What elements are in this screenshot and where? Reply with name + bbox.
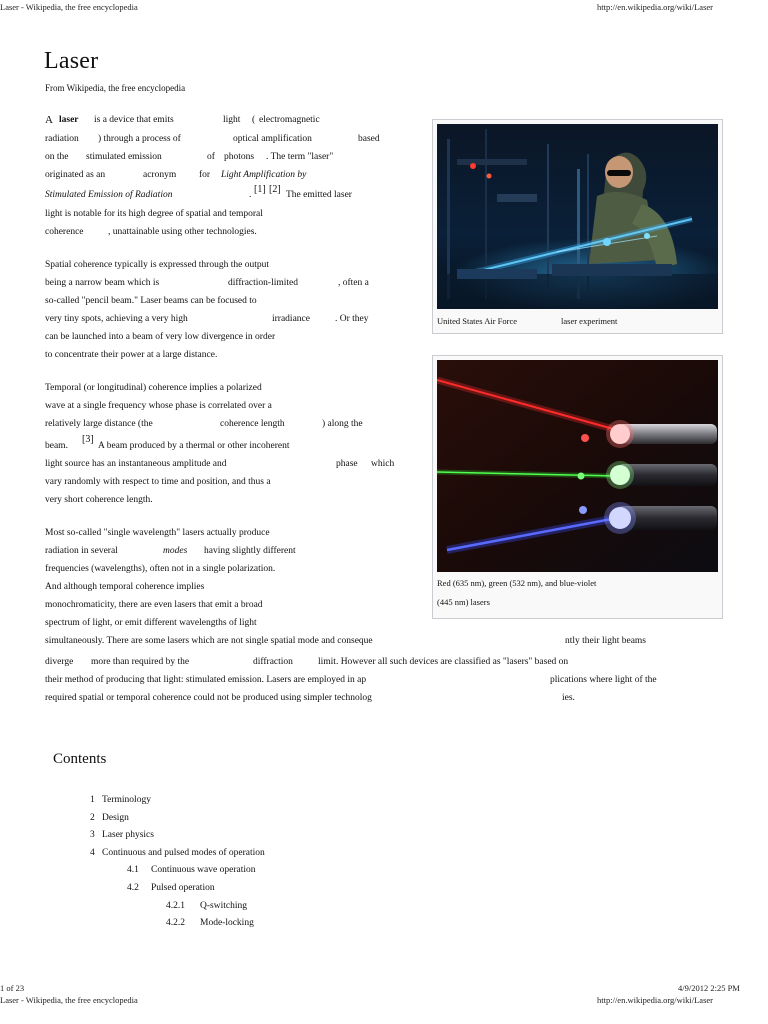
text: required spatial or temporal coherence could not be produced using simpler technolog	[45, 693, 372, 703]
print-header-title: Laser - Wikipedia, the free encyclopedia	[0, 995, 138, 1005]
link-diffraction[interactable]: diffraction	[253, 657, 293, 667]
text: their method of producing that light: stimulated emission. Lasers are employed in ap	[45, 675, 367, 685]
toc-link-laser-physics[interactable]: Laser physics	[102, 830, 154, 840]
figure-laser-pointers	[432, 355, 723, 619]
toc-number: 4.2.1	[166, 901, 185, 911]
text: ) along the	[322, 419, 363, 429]
acronym-expansion: Stimulated Emission of Radiation	[45, 190, 173, 200]
link-diverge[interactable]: diverge	[45, 657, 74, 667]
laser-experiment-photo[interactable]	[437, 124, 718, 309]
toc-link-mode-locking[interactable]: Mode-locking	[200, 918, 254, 928]
caption-line2: (445 nm) lasers	[437, 597, 490, 607]
link-diffraction-limited[interactable]: diffraction-limited	[228, 278, 298, 288]
caption-line1: Red (635 nm), green (532 nm), and blue-violet	[437, 578, 597, 588]
text: A beam produced by a thermal or other incoherent	[98, 441, 290, 451]
toc-link-terminology[interactable]: Terminology	[102, 795, 151, 805]
link-stimulated-emission[interactable]: stimulated emission	[86, 152, 162, 162]
text: Spatial coherence typically is expressed through the output	[45, 260, 269, 270]
text: plications where light of the	[550, 675, 657, 685]
link-coherence-length[interactable]: coherence length	[220, 419, 285, 429]
text: on the	[45, 152, 69, 162]
text: Most so-called "single wavelength" lasers actually produce	[45, 528, 270, 538]
text: wave at a single frequency whose phase is correlated over a	[45, 401, 272, 411]
text: ntly their light beams	[565, 636, 647, 646]
toc-link-pulsed-operation[interactable]: Pulsed operation	[151, 883, 215, 893]
text: of	[207, 152, 215, 162]
text: can be launched into a beam of very low divergence in order	[45, 332, 276, 342]
text: And although temporal coherence implies	[45, 582, 205, 592]
link-modes[interactable]: modes	[163, 546, 188, 556]
text: so-called "pencil beam." Laser beams can be focused to	[45, 296, 257, 306]
print-header-title: Laser - Wikipedia, the free encyclopedia	[0, 2, 138, 12]
toc-link-q-switching[interactable]: Q-switching	[200, 901, 247, 911]
acronym-expansion: Light Amplification by	[221, 170, 307, 180]
citation-3[interactable]: [3]	[82, 434, 94, 445]
print-datetime: 4/9/2012 2:25 PM	[678, 983, 740, 993]
print-header-url[interactable]: http://en.wikipedia.org/wiki/Laser	[597, 995, 713, 1005]
contents-heading: Contents	[53, 751, 107, 767]
caption-text: laser experiment	[561, 316, 618, 326]
text: , unattainable using other technologies.	[108, 227, 257, 237]
text: ) through a process of	[98, 134, 181, 144]
figure-air-force	[432, 119, 723, 334]
caption-link-usaf[interactable]: United States Air Force	[437, 316, 518, 326]
link-acronym[interactable]: acronym	[143, 170, 177, 180]
page-tagline: From Wikipedia, the free encyclopedia	[45, 83, 186, 93]
text: . Or they	[335, 314, 369, 324]
link-phase[interactable]: phase	[336, 459, 358, 469]
text: based	[358, 134, 380, 144]
link-optical-amplification[interactable]: optical amplification	[233, 134, 312, 144]
text: limit. However all such devices are classified as "lasers" based on	[318, 657, 569, 667]
toc-number: 2	[90, 813, 95, 823]
page-count: 1 of 23	[0, 983, 25, 993]
text: very short coherence length.	[45, 495, 153, 505]
toc-link-continuous-wave[interactable]: Continuous wave operation	[151, 865, 256, 875]
link-photons[interactable]: photons	[224, 152, 255, 162]
text: A	[45, 114, 53, 126]
toc-link-modes-of-operation[interactable]: Continuous and pulsed modes of operation	[102, 848, 265, 858]
toc-number: 4	[90, 848, 95, 858]
toc-number: 4.2	[127, 883, 139, 893]
text: spectrum of light, or emit different wavelengths of light	[45, 618, 257, 628]
text: more than required by the	[91, 657, 190, 667]
text: which	[371, 459, 395, 469]
toc-number: 4.1	[127, 865, 139, 875]
text: (	[252, 115, 256, 125]
link-irradiance[interactable]: irradiance	[272, 314, 310, 324]
toc-number: 1	[90, 795, 95, 805]
text: The emitted laser	[286, 190, 352, 200]
link-light[interactable]: light	[223, 115, 241, 125]
page-title: Laser	[44, 48, 99, 74]
link-radiation[interactable]: radiation	[45, 134, 79, 144]
text: very tiny spots, achieving a very high	[45, 314, 188, 324]
text: vary randomly with respect to time and position, and thus a	[45, 477, 271, 487]
text: simultaneously. There are some lasers which are not single spatial mode and conseque	[45, 636, 373, 646]
text: originated as an	[45, 170, 106, 180]
text: is a device that emits	[94, 115, 174, 125]
citation-2[interactable]: [2]	[269, 184, 281, 195]
link-coherence[interactable]: coherence	[45, 227, 84, 237]
laser-pointers-photo[interactable]	[437, 360, 718, 572]
text: beam.	[45, 441, 68, 451]
link-electromagnetic[interactable]: electromagnetic	[259, 115, 320, 125]
term-laser: laser	[59, 115, 79, 125]
text: monochromaticity, there are even lasers that emit a broad	[45, 600, 263, 610]
text: .	[249, 190, 252, 200]
text: . The term "laser"	[266, 152, 334, 162]
toc-link-design[interactable]: Design	[102, 813, 129, 823]
text: for	[199, 170, 211, 180]
text: , often a	[338, 278, 369, 288]
text: frequencies (wavelengths), often not in a single polarization.	[45, 564, 276, 574]
toc-number: 4.2.2	[166, 918, 185, 928]
text: light is notable for its high degree of spatial and temporal	[45, 209, 263, 219]
print-header-url[interactable]: http://en.wikipedia.org/wiki/Laser	[597, 2, 713, 12]
text: having slightly different	[204, 546, 296, 556]
text: Temporal (or longitudinal) coherence implies a polarized	[45, 383, 262, 393]
text: radiation in several	[45, 546, 118, 556]
citation-1[interactable]: [1]	[254, 184, 266, 195]
toc-number: 3	[90, 830, 95, 840]
text: being a narrow beam which is	[45, 278, 160, 288]
text: to concentrate their power at a large distance.	[45, 350, 218, 360]
text: ies.	[562, 693, 575, 703]
text: relatively large distance (the	[45, 419, 153, 429]
text: light source has an instantaneous amplitude and	[45, 459, 227, 469]
